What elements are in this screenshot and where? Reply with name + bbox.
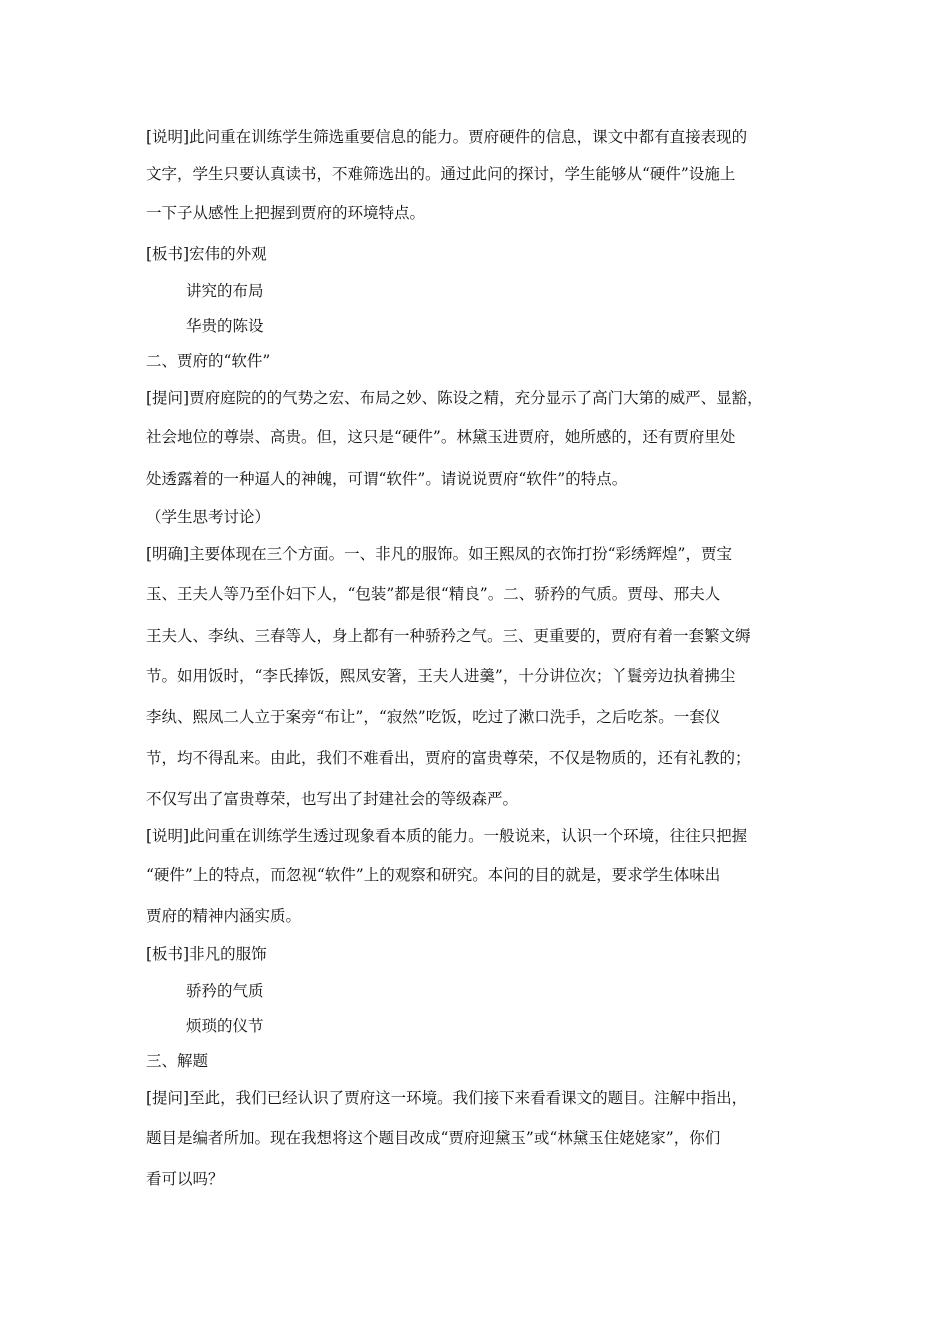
text-line: 讲究的布局	[186, 282, 264, 300]
text-line: [提问]至此，我们已经认识了贾府这一环境。我们接下来看看课文的题目。注解中指出，	[146, 1089, 748, 1107]
text-line: 文字，学生只要认真读书，不难筛选出的。通过此问的探讨，学生能够从“硬件”设施上	[146, 165, 736, 183]
section-heading: 三、解题	[146, 1052, 209, 1070]
text-line: 骄矜的气质	[186, 982, 264, 1000]
text-line: 题目是编者所加。现在我想将这个题目改成“贾府迎黛玉”或“林黛玉住姥姥家”，你们	[146, 1129, 721, 1147]
text-line: 王夫人、李纨、三春等人，身上都有一种骄矜之气。三、更重要的，贾府有着一套繁文缛	[146, 627, 751, 645]
text-line: [板书]非凡的服饰	[146, 945, 267, 963]
text-line: 处透露着的一种逼人的神魄，可谓“软件”。请说说贾府“软件”的特点。	[146, 470, 628, 488]
text-line: 不仅写出了富贵尊荣，也写出了封建社会的等级森严。	[146, 790, 519, 808]
text-line: 看可以吗？	[146, 1170, 224, 1188]
text-line: 节，均不得乱来。由此，我们不难看出，贾府的富贵尊荣，不仅是物质的，还有礼教的；	[146, 749, 751, 767]
text-line: 玉、王夫人等乃至仆妇下人，“包装”都是很“精良”。二、骄矜的气质。贾母、邢夫人	[146, 585, 721, 603]
text-line: [说明]此问重在训练学生透过现象看本质的能力。一般说来，认识一个环境，往往只把握	[146, 827, 748, 845]
text-line: 烦琐的仪节	[186, 1017, 264, 1035]
text-line: [明确]主要体现在三个方面。一、非凡的服饰。如王熙凤的衣饰打扮“彩绣辉煌”，贾宝	[146, 545, 732, 563]
text-line: 节。如用饭时，“李氏捧饭，熙凤安箸，王夫人进羹”，十分讲位次；丫鬟旁边执着拂尘	[146, 667, 736, 685]
text-line: （学生思考讨论）	[146, 508, 271, 526]
text-line: 华贵的陈设	[186, 317, 264, 335]
text-line: [说明]此问重在训练学生筛选重要信息的能力。贾府硬件的信息，课文中都有直接表现的	[146, 128, 748, 146]
text-line: 李纨、熙凤二人立于案旁“布让”，“寂然”吃饭，吃过了漱口洗手，之后吃茶。一套仪	[146, 708, 721, 726]
text-line: “硬件”上的特点，而忽视“软件”上的观察和研究。本问的目的就是，要求学生体味出	[146, 866, 721, 884]
text-line: 社会地位的尊崇、高贵。但，这只是“硬件”。林黛玉进贾府，她所感的，还有贾府里处	[146, 428, 736, 446]
text-line: [板书]宏伟的外观	[146, 245, 267, 263]
text-line: 贾府的精神内涵实质。	[146, 907, 302, 925]
text-line: [提问]贾府庭院的的气势之宏、布局之妙、陈设之精，充分显示了高门大第的威严、显豁，	[146, 389, 763, 407]
section-heading: 二、贾府的“软件”	[146, 352, 271, 370]
text-line: 一下子从感性上把握到贾府的环境特点。	[146, 204, 426, 222]
